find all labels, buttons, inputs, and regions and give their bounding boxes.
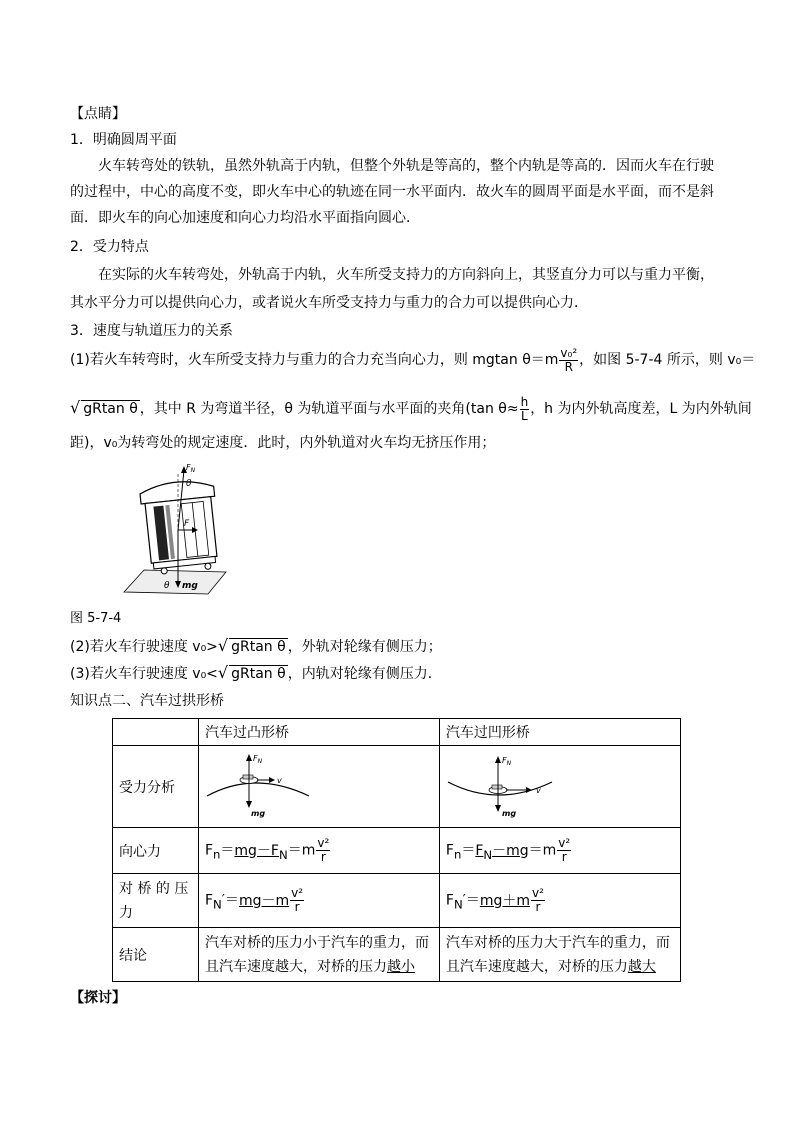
convex-conclusion — [198, 928, 439, 982]
label-mg: mg — [501, 808, 516, 818]
formula-part: F — [445, 842, 454, 859]
label-line: 力 — [119, 904, 133, 921]
s3-para5 — [70, 660, 442, 687]
header-concave: 汽车过凹形桥 — [439, 719, 680, 746]
s3-p2a: ，其中 R 为弯道半径，θ 为轨道平面与水平面的夹角(tan θ≈ — [139, 401, 519, 417]
formula-underlined: $mg-F_N$ — [234, 842, 288, 862]
formula-sub: N — [453, 897, 463, 912]
fraction-v2-over-r: $\frac{\text{v²}}{r}$ — [558, 836, 571, 864]
s3-p1a: (1)若火车转弯时，火车所受支持力与重力的合力充当向心力，则 mgtan θ＝m — [70, 352, 559, 368]
s3-p5b: ，内轨对轮缘有侧压力． — [287, 666, 442, 682]
formula-sub: N — [213, 897, 222, 912]
conclusion-line: 汽车对桥的压力小于汽车的重力，而 — [204, 934, 429, 951]
conclusion-underlined: 越小 — [386, 958, 415, 975]
knowledge-point-2-title: 知识点二、汽车过拱形桥 — [70, 693, 224, 709]
convex-bridge-figure — [205, 752, 315, 818]
s3-p2b: ，h 为内外轨高度差，L 为内外轨间 — [530, 401, 752, 417]
fraction-v0-over-r — [559, 347, 578, 374]
formula-part: F — [445, 892, 454, 909]
fraction-numerator: h — [520, 394, 529, 409]
s3-title: 3．速度与轨道压力的关系 — [70, 323, 233, 339]
s2-line2: 其水平分力可以提供向心力，或者说火车所受支持力与重力的合力可以提供向心力． — [70, 295, 588, 311]
label-fn: $F_N$ — [501, 755, 511, 767]
section-heading: 【点睛】 — [70, 106, 126, 122]
table-row — [113, 719, 681, 746]
sqrt-icon: √ — [70, 398, 81, 417]
s3-p5a: (3)若火车行驶速度 v₀< — [70, 666, 218, 682]
formula-sub: n — [213, 847, 221, 862]
label-fn: $F_N$ — [186, 463, 196, 474]
label-theta: θ — [186, 479, 192, 489]
row-label-centripetal: 向心力 — [113, 828, 199, 874]
s2-title: 2．受力特点 — [70, 239, 149, 255]
table-cell — [113, 719, 199, 746]
header-convex: 汽车过凸形桥 — [198, 719, 439, 746]
s1-line3: 面．即火车的向心加速度和向心力均沿水平面指向圆心． — [70, 210, 420, 226]
convex-centripetal-formula — [198, 828, 439, 874]
formula-part: ′＝ — [462, 892, 480, 909]
label-f: F — [184, 519, 190, 529]
row-label-pressure — [113, 874, 199, 928]
sqrt-content: gRtan θ — [83, 401, 138, 417]
conclusion-line: 且汽车速度越大，对桥的压力越小 — [204, 958, 415, 975]
fraction-denominator: L — [521, 408, 528, 423]
formula-part: F — [204, 842, 214, 859]
train-banked-track-figure — [122, 460, 234, 598]
convex-force-figure-cell — [198, 746, 439, 828]
label-v: v — [276, 775, 282, 785]
fraction-denominator: R — [564, 359, 573, 374]
sqrt-content: gRtan θ — [231, 666, 286, 682]
convex-pressure-formula — [198, 874, 439, 928]
concave-centripetal-formula — [439, 828, 680, 874]
concave-pressure-formula — [439, 874, 680, 928]
label-mg: mg — [250, 808, 266, 818]
table-row — [113, 928, 681, 982]
fraction-numerator: v₀² — [560, 345, 578, 360]
formula-underlined: mg－m $\frac{\text{v²}}{r}$ — [238, 886, 304, 914]
table-row — [113, 828, 681, 874]
s1-line1: 火车转弯处的铁轨，虽然外轨高于内轨，但整个外轨是等高的，整个内轨是等高的．因而火车在行驶 — [98, 158, 714, 174]
s3-para3: 距)，v₀为转弯处的规定速度．此时，内外轨道对火车均无挤压作用； — [70, 435, 496, 451]
s3-p4a: (2)若火车行驶速度 v₀> — [70, 639, 218, 655]
fraction-h-over-l — [520, 396, 530, 423]
formula-part: ＝ — [220, 842, 235, 859]
sqrt-icon: √ — [217, 663, 229, 682]
fraction-v2-over-r: $\frac{\text{v²}}{r}$ — [317, 836, 330, 864]
table-row — [113, 874, 681, 928]
conclusion-underlined: 越大 — [627, 958, 656, 975]
row-label-force-analysis: 受力分析 — [113, 746, 199, 828]
s1-line2: 的过程中，中心的高度不变，即火车中心的轨迹在同一水平面内．故火车的圆周平面是水平面，而不是斜 — [70, 184, 714, 200]
s3-para4 — [70, 633, 442, 660]
discussion-heading: 【探讨】 — [70, 990, 126, 1006]
s3-para1 — [70, 345, 755, 375]
s3-p1b: ，如图 5-7-4 所示，则 v₀＝ — [579, 352, 756, 368]
concave-conclusion — [439, 928, 680, 982]
s3-para2 — [70, 393, 752, 424]
row-label-conclusion: 结论 — [113, 928, 199, 982]
label-fn: $F_N$ — [252, 753, 263, 765]
s3-p4b: ，外轨对轮缘有侧压力； — [287, 639, 442, 655]
sqrt-content: gRtan θ — [231, 639, 286, 655]
concave-bridge-figure — [446, 752, 566, 818]
figure-caption: 图 5-7-4 — [70, 611, 122, 626]
table-row — [113, 746, 681, 828]
label-line: 对 桥 的 压 — [119, 880, 189, 897]
label-v: v — [535, 785, 541, 795]
formula-sub: n — [453, 847, 462, 862]
s2-line1: 在实际的火车转弯处，外轨高于内轨，火车所受支持力的方向斜向上，其竖直分力可以与重力平衡， — [98, 267, 714, 283]
label-theta-2: θ — [164, 581, 170, 591]
formula-underlined: mg＋m $\frac{\text{v²}}{r}$ — [479, 886, 544, 914]
conclusion-line: 汽车对桥的压力大于汽车的重力，而 — [445, 934, 670, 951]
formula-underlined: $F_N-mg$ — [475, 842, 529, 862]
conclusion-line: 且汽车速度越大，对桥的压力越大 — [445, 958, 656, 975]
concave-force-figure-cell — [439, 746, 680, 828]
bridge-comparison-table — [112, 718, 681, 982]
sqrt-icon: √ — [217, 636, 229, 655]
formula-part: ＝m — [528, 842, 557, 859]
s1-title: 1．明确圆周平面 — [70, 132, 177, 148]
formula-part: ＝ — [461, 842, 476, 859]
formula-part: ＝m — [287, 842, 316, 859]
label-mg: mg — [182, 581, 198, 591]
formula-part: F — [204, 892, 214, 909]
formula-part: ′＝ — [221, 892, 239, 909]
